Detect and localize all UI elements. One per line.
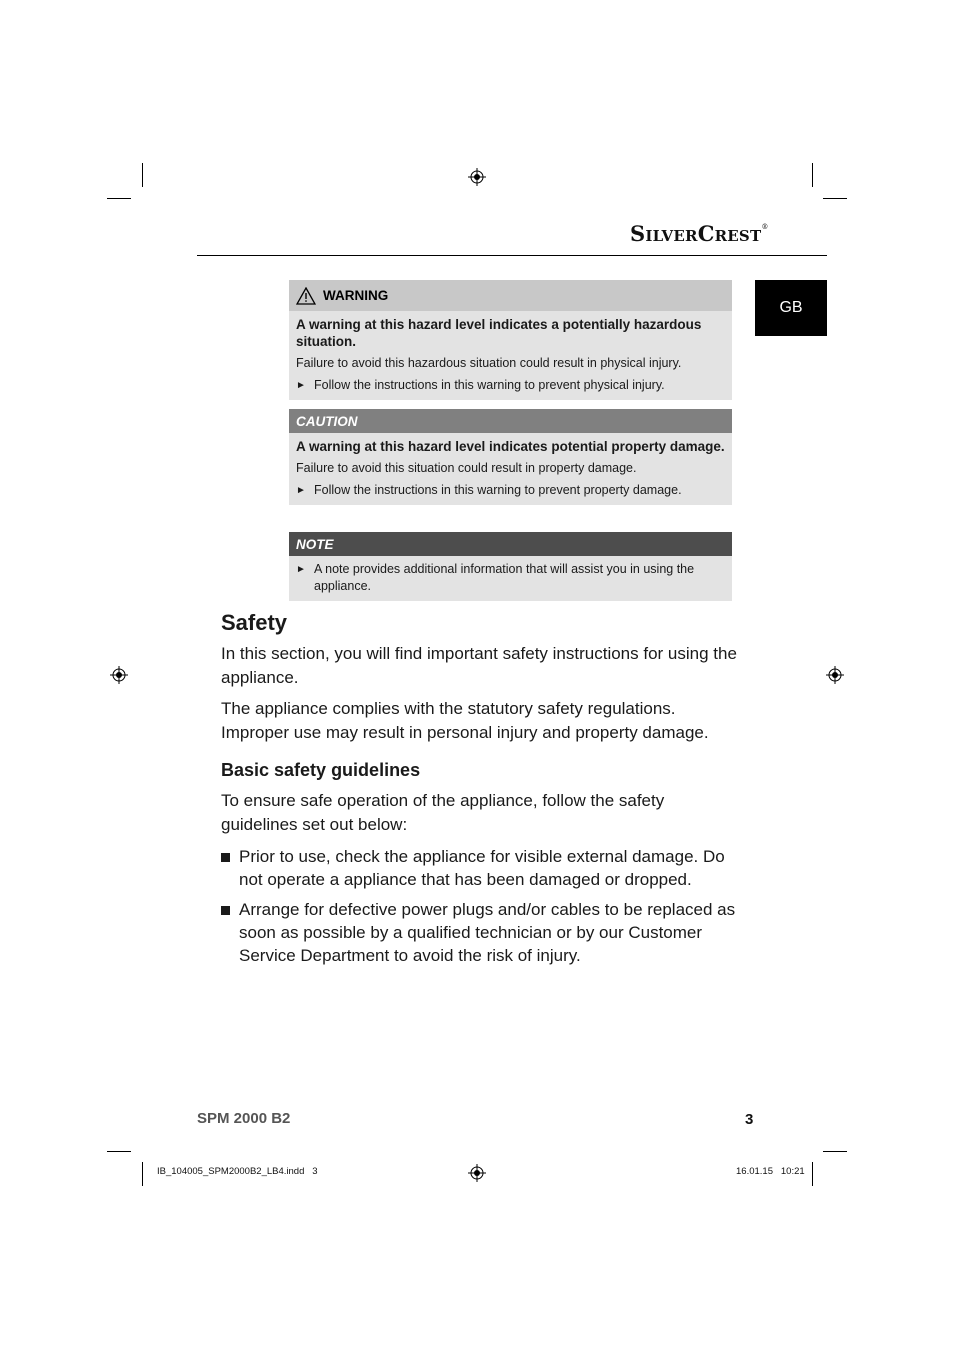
warning-bullet-text: Follow the instructions in this warning to prevent physical injury. (314, 378, 665, 392)
list-item-text: Arrange for defective power plugs and/or cables to be replaced as soon as possible by a qualified technician or by our Customer Service Department to avoid the risk of injury. (239, 900, 736, 965)
crop-mark (142, 163, 143, 187)
warning-bold-text: A warning at this hazard level indicates a potentially hazardous situation. (296, 317, 702, 349)
note-heading: NOTE (296, 536, 334, 552)
list-item (221, 845, 741, 891)
note-bullet (296, 561, 725, 595)
arrow-bullet-icon: ► (296, 564, 306, 575)
slug-file: IB_104005_SPM2000B2_LB4.indd 3 (157, 1166, 318, 1177)
crop-mark (107, 198, 131, 199)
warning-box (289, 280, 732, 400)
caution-header (289, 409, 732, 433)
caution-bullet-text: Follow the instructions in this warning to prevent property damage. (314, 483, 682, 497)
note-box (289, 532, 732, 601)
warning-bullet (296, 377, 725, 394)
slug-date: 16.01.15 10:21 (736, 1166, 805, 1177)
warning-triangle-icon (296, 287, 316, 305)
header-rule (197, 255, 827, 256)
crop-mark (812, 163, 813, 187)
page-number: 3 (745, 1111, 754, 1128)
registration-mark-icon (110, 666, 128, 684)
warning-heading: WARNING (323, 288, 389, 303)
registration-mark-icon (468, 168, 486, 186)
caution-bullet (296, 482, 725, 499)
caution-body (289, 433, 732, 505)
arrow-bullet-icon: ► (296, 485, 306, 496)
caution-heading: CAUTION (296, 413, 358, 429)
note-bullet-text: A note provides additional information that will assist you in using the appliance. (314, 562, 695, 593)
safety-compliance: The appliance complies with the statutory safety regulations. Improper use may result in personal injury and property damage. (221, 699, 709, 742)
guidelines-intro: To ensure safe operation of the appliance, follow the safety guidelines set out below: (221, 791, 665, 834)
warning-body (289, 311, 732, 400)
caution-box (289, 409, 732, 505)
square-bullet-icon (221, 906, 230, 915)
warning-header (289, 280, 732, 311)
crop-mark (823, 1151, 847, 1152)
brand-logo: SILVERCREST® (630, 221, 769, 246)
list-item-text: Prior to use, check the appliance for visible external damage. Do not operate a appliance that has been damaged or dropped. (239, 847, 725, 889)
footer-model: SPM 2000 B2 (197, 1110, 291, 1127)
square-bullet-icon (221, 853, 230, 862)
language-tab: GB (755, 280, 827, 336)
registration-mark-icon (826, 666, 844, 684)
crop-mark (142, 1162, 143, 1186)
registration-mark-icon (468, 1164, 486, 1182)
note-body (289, 556, 732, 601)
note-header (289, 532, 732, 556)
subsection-title: Basic safety guidelines (221, 760, 421, 780)
crop-mark (823, 198, 847, 199)
crop-mark (812, 1162, 813, 1186)
crop-mark (107, 1151, 131, 1152)
caution-bold-text: A warning at this hazard level indicates potential property damage. (296, 439, 725, 454)
arrow-bullet-icon: ► (296, 380, 306, 391)
section-title: Safety (221, 610, 288, 635)
warning-text: Failure to avoid this hazardous situation could result in physical injury. (296, 356, 682, 370)
safety-intro: In this section, you will find important safety instructions for using the appliance. (221, 644, 737, 687)
caution-text: Failure to avoid this situation could result in property damage. (296, 461, 637, 475)
list-item (221, 898, 741, 967)
